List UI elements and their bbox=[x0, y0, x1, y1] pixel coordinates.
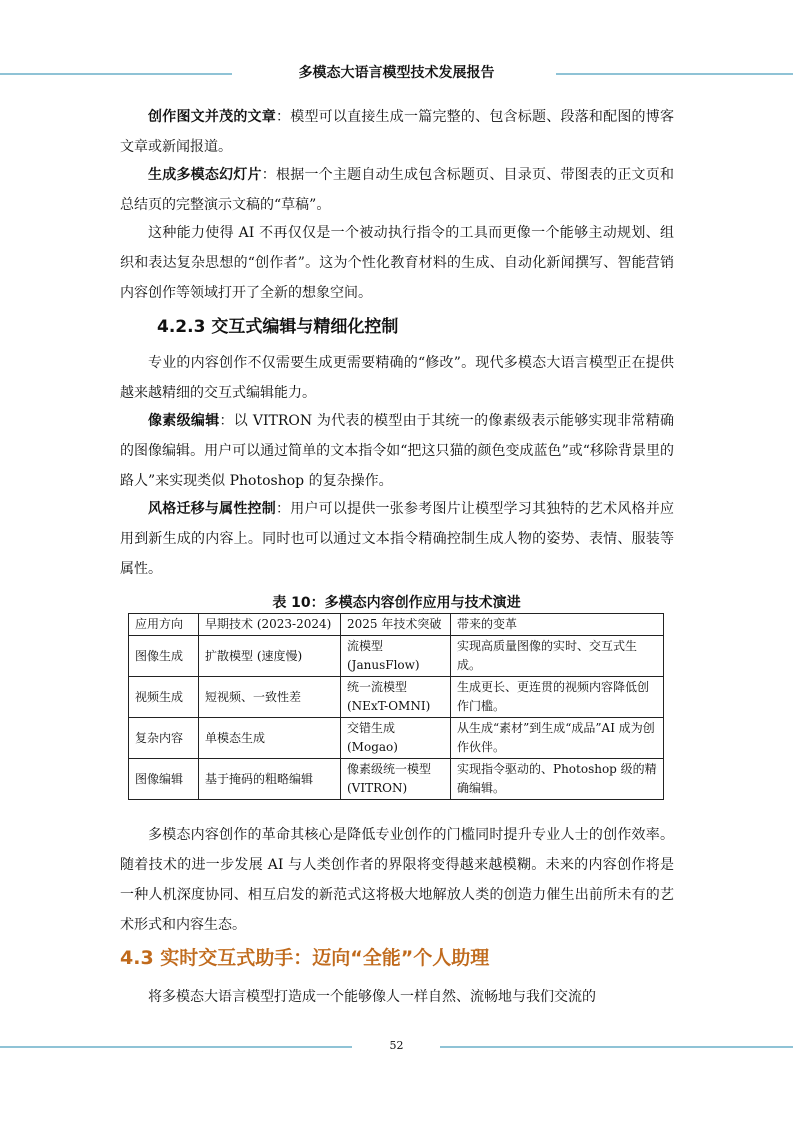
table-header-cell: 带来的变革 bbox=[451, 614, 664, 636]
table-content-creation bbox=[128, 613, 664, 800]
table-cell: 像素级统一模型 (VITRON) bbox=[341, 759, 451, 800]
lead-term: 创作图文并茂的文章 bbox=[148, 109, 276, 125]
table-caption: 表 10：多模态内容创作应用与技术演进 bbox=[272, 595, 521, 611]
running-header-title: 多模态大语言模型技术发展报告 bbox=[298, 65, 495, 81]
table-cell: 扩散模型 (速度慢) bbox=[199, 636, 341, 677]
section-heading-4-3: 4.3 实时交互式助手：迈向“全能”个人助理 bbox=[120, 947, 490, 969]
paragraph-text: ：以 VITRON 为代表的模型由于其统一的像素级表示能够实现非常精确的图像编辑。用户可以通过简单的文本指令如“把这只猫的颜色变成蓝色”或“移除背景里的路人”来实现类似 Photoshop 的复杂操作。 bbox=[120, 413, 674, 489]
paragraph-creator-ability: 这种能力使得 AI 不再仅仅是一个被动执行指令的工具而更像一个能够主动规划、组织和表达复杂思想的“创作者”。这为个性化教育材料的生成、自动化新闻撰写、智能营销内容创作等领域打开了全新的想象空间。 bbox=[120, 225, 674, 301]
table-cell: 复杂内容 bbox=[129, 718, 199, 759]
paragraph-text: ：根据一个主题自动生成包含标题页、目录页、带图表的正文页和总结页的完整演示文稿的“草稿”。 bbox=[120, 167, 675, 213]
table-cell: 从生成“素材”到生成“成品”AI 成为创作伙伴。 bbox=[451, 718, 664, 759]
lead-term: 风格迁移与属性控制 bbox=[148, 501, 276, 517]
table-row bbox=[129, 759, 664, 800]
table-cell: 图像生成 bbox=[129, 636, 199, 677]
paragraph-style-transfer bbox=[120, 494, 674, 584]
table-header-row bbox=[129, 614, 664, 636]
paragraph-realtime-assistant: 将多模态大语言模型打造成一个能够像人一样自然、流畅地与我们交流的 bbox=[148, 989, 596, 1005]
table-header-cell: 早期技术 (2023-2024) bbox=[199, 614, 341, 636]
table-header-cell: 应用方向 bbox=[129, 614, 199, 636]
table-cell: 视频生成 bbox=[129, 677, 199, 718]
table-cell: 单模态生成 bbox=[199, 718, 341, 759]
table-cell: 交错生成 (Mogao) bbox=[341, 718, 451, 759]
page-number: 52 bbox=[389, 1039, 404, 1052]
table-cell: 实现指令驱动的、Photoshop 级的精确编辑。 bbox=[451, 759, 664, 800]
table-header-cell: 2025 年技术突破 bbox=[341, 614, 451, 636]
table-row bbox=[129, 636, 664, 677]
paragraph-slides bbox=[120, 160, 674, 220]
paragraph-text: ：用户可以提供一张参考图片让模型学习其独特的艺术风格并应用到新生成的内容上。同时也可以通过文本指令精确控制生成人物的姿势、表情、服装等属性。 bbox=[120, 501, 674, 577]
paragraph-pixel-editing bbox=[120, 406, 674, 496]
table-cell: 图像编辑 bbox=[129, 759, 199, 800]
table-cell: 短视频、一致性差 bbox=[199, 677, 341, 718]
table-cell: 实现高质量图像的实时、交互式生成。 bbox=[451, 636, 664, 677]
lead-term: 生成多模态幻灯片 bbox=[148, 167, 262, 183]
lead-term: 像素级编辑 bbox=[148, 413, 220, 429]
table-row bbox=[129, 677, 664, 718]
paragraph-editing-intro: 专业的内容创作不仅需要生成更需要精确的“修改”。现代多模态大语言模型正在提供越来越精细的交互式编辑能力。 bbox=[120, 355, 674, 401]
paragraph-revolution-summary: 多模态内容创作的革命其核心是降低专业创作的门槛同时提升专业人士的创作效率。随着技术的进一步发展 AI 与人类创作者的界限将变得越来越模糊。未来的内容创作将是一种人机深度协同、相互启发的新范式这将极大地解放人类的创造力催生出前所未有的艺术形式和内容生态。 bbox=[120, 827, 674, 933]
table-cell: 生成更长、更连贯的视频内容降低创作门槛。 bbox=[451, 677, 664, 718]
table-row bbox=[129, 718, 664, 759]
table-cell: 基于掩码的粗略编辑 bbox=[199, 759, 341, 800]
table-cell: 流模型 (JanusFlow) bbox=[341, 636, 451, 677]
paragraph-illustrated-articles bbox=[120, 102, 674, 162]
paragraph-text: ：模型可以直接生成一篇完整的、包含标题、段落和配图的博客文章或新闻报道。 bbox=[120, 109, 674, 155]
section-heading-4-2-3: 4.2.3 交互式编辑与精细化控制 bbox=[157, 317, 399, 337]
table-cell: 统一流模型 (NExT-OMNI) bbox=[341, 677, 451, 718]
